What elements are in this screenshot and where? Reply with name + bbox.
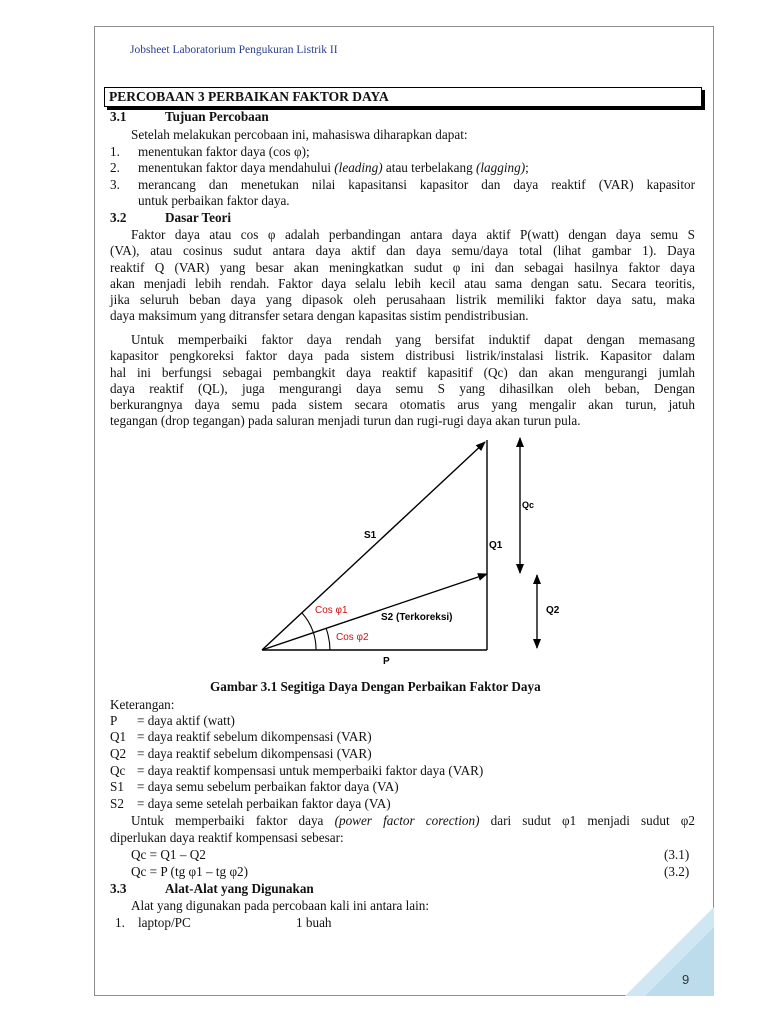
- angle-arc-phi1: [302, 613, 316, 650]
- legend-definition: = daya reaktif sebelum dikompensasi (VAR): [137, 746, 372, 761]
- text-run: atau terbelakang: [382, 160, 476, 175]
- equation: Qc = P (tg φ1 – tg φ2): [131, 864, 249, 879]
- paragraph: Setelah melakukan percobaan ini, mahasiswa diharapkan dapat:: [131, 127, 468, 142]
- list-item: merancang dan menetukan nilai kapasitansi kapasitor dan daya reaktif (VAR) kapasitor: [138, 177, 695, 192]
- legend-symbol: Qc: [110, 763, 126, 778]
- section-title: PERCOBAAN 3 PERBAIKAN FAKTOR DAYA: [104, 87, 702, 107]
- label-cos-phi2: Cos φ2: [336, 632, 369, 643]
- emphasis: (lagging): [476, 160, 526, 175]
- label-cos-phi1: Cos φ1: [315, 605, 348, 616]
- emphasis: (power factor corection): [334, 813, 480, 828]
- equation-number: (3.2): [664, 864, 690, 879]
- text-line: reaktif Q (VAR) yang besar akan meningkatkan sudut φ ini dan sebagai hasilnya faktor daya: [110, 259, 695, 275]
- text-line: daya reaktif (QL), juga mengurangi daya semu S yang dihasilkan oleh beban, Dengan: [110, 380, 695, 396]
- power-triangle-diagram: [250, 425, 580, 675]
- paragraph-power-factor: [110, 227, 695, 325]
- legend-symbol: S2: [110, 796, 124, 811]
- legend-definition: = daya reaktif sebelum dikompensasi (VAR): [137, 729, 372, 744]
- list-item: [138, 160, 529, 176]
- list-number: 2.: [110, 160, 120, 175]
- text-run: Untuk memperbaiki faktor daya: [131, 813, 335, 828]
- list-item-continuation: untuk perbaikan faktor daya.: [138, 193, 290, 208]
- section-heading: Dasar Teori: [165, 210, 232, 225]
- text-line: Untuk memperbaiki faktor daya rendah yang bersifat induktif dapat dengan memasang: [131, 332, 695, 347]
- angle-arc-phi2: [326, 628, 330, 650]
- section-number: 3.3: [110, 881, 127, 896]
- legend-symbol: Q2: [110, 746, 127, 761]
- text-line: hal ini berfungsi sebagai pembangkit daya reaktif kapasitif (Qc) dan akan mengurangi jumlah: [110, 364, 695, 380]
- text-run: dari sudut φ1 menjadi sudut φ2: [479, 813, 695, 828]
- text-line: (VA), atau cosinus sudut antara daya aktif dan daya semu/daya total (lihat gambar 1). Daya: [110, 243, 695, 259]
- text-line: berkurangnya daya semu pada sistem secara otomatis arus yang mengalir akan turun, jatuh: [110, 397, 695, 413]
- legend-symbol: S1: [110, 779, 124, 794]
- figure-caption: Gambar 3.1 Segitiga Daya Dengan Perbaikan Faktor Daya: [210, 679, 541, 694]
- corner-decoration: [625, 907, 715, 997]
- list-number: 1.: [115, 915, 125, 930]
- section-number: 3.1: [110, 109, 127, 124]
- paragraph-correction: [110, 332, 695, 430]
- text-line: Faktor daya atau cos φ adalah perbandingan antara daya aktif P(watt) dengan daya semu S: [131, 227, 695, 242]
- list-number: 3.: [110, 177, 120, 192]
- equation: Qc = Q1 – Q2: [131, 847, 206, 862]
- label-qc: Qc: [522, 500, 535, 510]
- legend-definition: = daya aktif (watt): [137, 713, 235, 728]
- legend-definition: = daya seme setelah perbaikan faktor daya (VA): [137, 796, 391, 811]
- paragraph-compensation: [131, 813, 695, 829]
- label-q1: Q1: [489, 540, 503, 551]
- text-line: tegangan (drop tegangan) pada saluran menjadi turun dan rugi-rugi daya akan turun pula.: [110, 413, 581, 429]
- equation-number: (3.1): [664, 847, 690, 862]
- text-line: daya maksimum yang ditransfer setara dengan kapasitas sistim pendistribusian.: [110, 308, 529, 324]
- legend-symbol: P: [110, 713, 118, 728]
- equipment-quantity: 1 buah: [296, 915, 332, 930]
- label-s2: S2 (Terkoreksi): [381, 612, 453, 623]
- text-run: menentukan faktor daya mendahului: [138, 160, 335, 175]
- text-line: akan menjadi lebih rendah. Faktor daya selalu lebih kecil atau sama dengan satu. Secara teoritis,: [110, 275, 695, 291]
- running-header: Jobsheet Laboratorium Pengukuran Listrik II: [130, 44, 338, 56]
- legend-definition: = daya reaktif kompensasi untuk memperbaiki faktor daya (VAR): [137, 763, 484, 778]
- label-q2: Q2: [546, 605, 560, 616]
- legend-heading: Keterangan:: [110, 697, 175, 712]
- legend-symbol: Q1: [110, 729, 127, 744]
- list-number: 1.: [110, 144, 120, 159]
- section-heading: Tujuan Percobaan: [165, 109, 269, 124]
- text-line: kapasitor pengkoreksi faktor daya pada sistem distribusi listrik/instalasi listrik. Kapasitor dalam: [110, 348, 695, 364]
- equipment-name: laptop/PC: [138, 915, 191, 930]
- text-line: jika seluruh beban daya yang dipasok oleh perusahaan listrik memiliki faktor daya satu, maka: [110, 292, 695, 308]
- page-number: 9: [682, 972, 690, 987]
- section-number: 3.2: [110, 210, 127, 225]
- label-p: P: [383, 656, 390, 667]
- label-s1: S1: [364, 530, 377, 541]
- s2-arrow: [262, 574, 487, 650]
- section-heading: Alat-Alat yang Digunakan: [165, 881, 314, 896]
- paragraph-compensation-cont: diperlukan daya reaktif kompensasi sebesar:: [110, 830, 344, 845]
- list-item: menentukan faktor daya (cos φ);: [138, 144, 310, 159]
- emphasis: (leading): [334, 160, 383, 175]
- paragraph: Alat yang digunakan pada percobaan kali ini antara lain:: [131, 898, 430, 913]
- legend-definition: = daya semu sebelum perbaikan faktor daya (VA): [137, 779, 399, 794]
- text-run: ;: [525, 160, 529, 175]
